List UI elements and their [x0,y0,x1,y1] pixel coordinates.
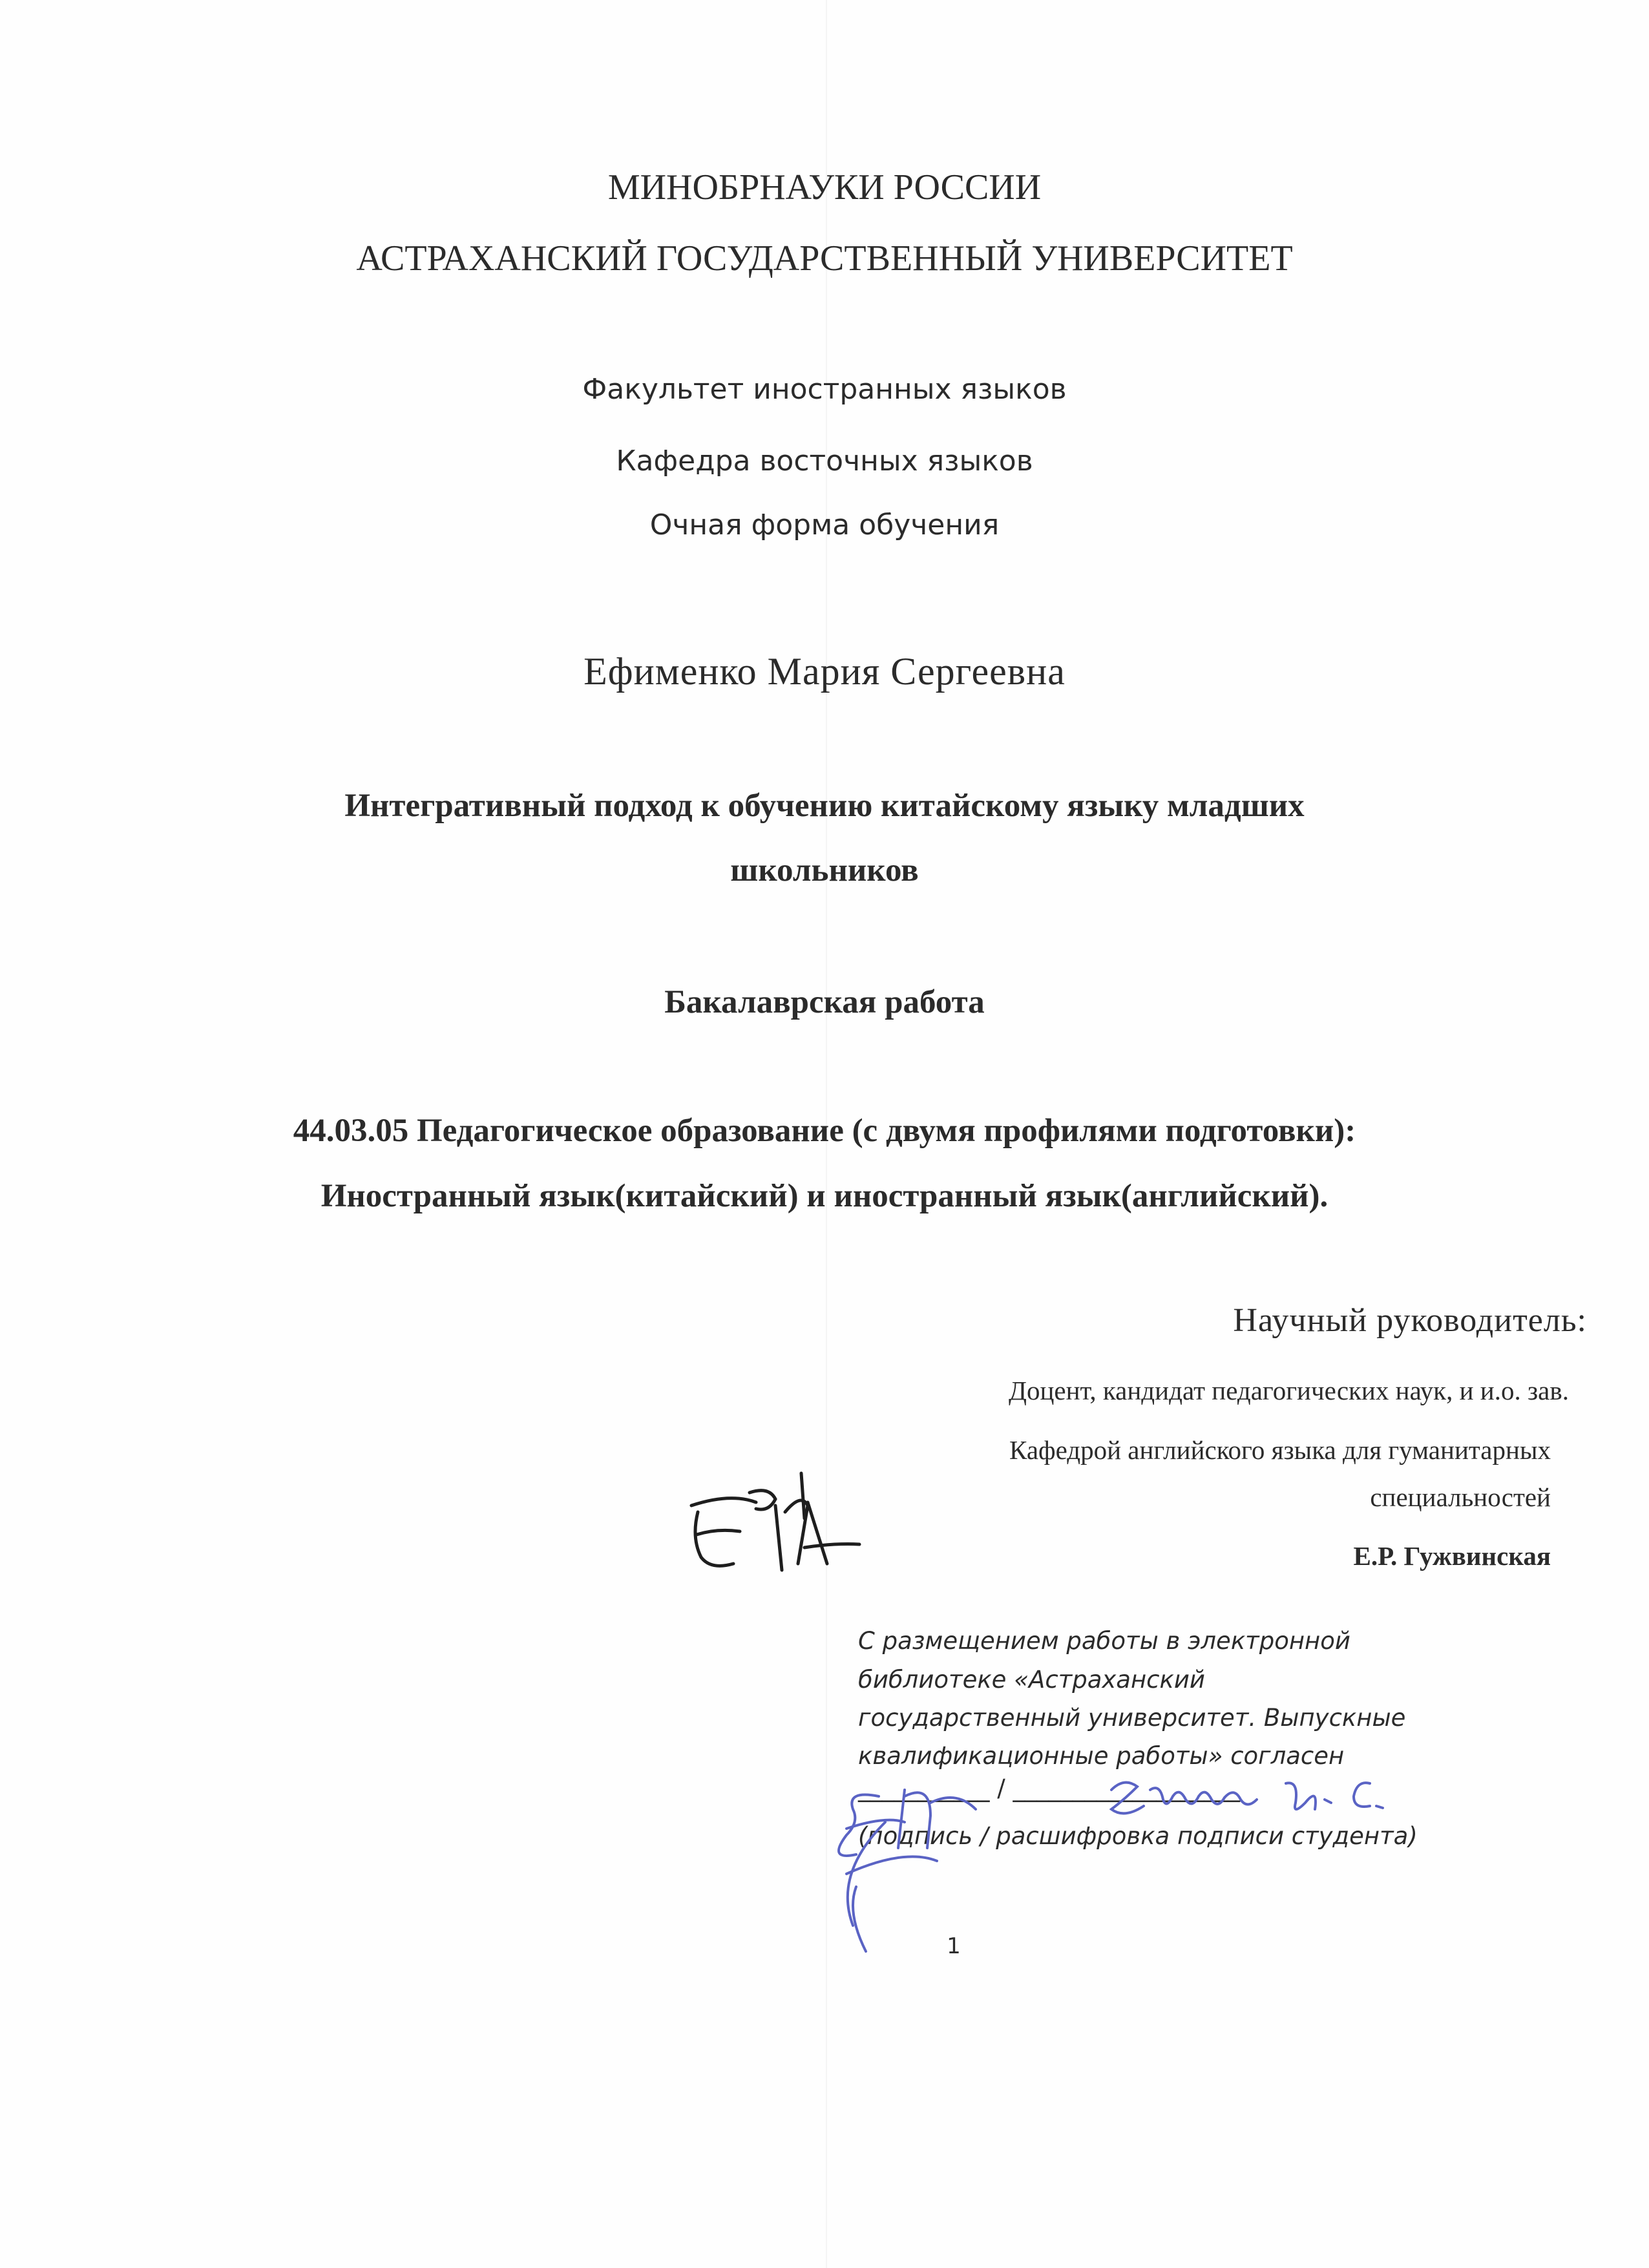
thesis-title-line2: школьников [730,852,919,888]
supervisor-position-line1: Доцент, кандидат педагогических наук, и и.о. зав. [1008,1376,1569,1405]
specialty-line1: 44.03.05 Педагогическое образование (с двумя профилями подготовки): [293,1113,1356,1149]
university-heading: АСТРАХАНСКИЙ ГОСУДАРСТВЕННЫЙ УНИВЕРСИТЕТ [356,238,1293,278]
student-name-handwritten [1098,1770,1460,1829]
supervisor-heading: Научный руководитель: [1233,1302,1587,1339]
faculty-label: Факультет иностранных языков [582,373,1067,406]
consent-line4: квалификационные работы» согласен [858,1742,1345,1770]
consent-line3: государственный университет. Выпускные [858,1704,1406,1732]
supervisor-position-line3: специальностей [1370,1482,1551,1512]
specialty-line2: Иностранный язык(китайский) и иностранный язык(английский). [320,1178,1329,1214]
consent-line2: библиотеке «Астраханский [858,1666,1205,1694]
author-name: Ефименко Мария Сергеевна [583,650,1066,693]
consent-caption: (подпись / расшифровка подписи студента) [858,1822,1418,1850]
ministry-heading: МИНОБРНАУКИ РОССИИ [607,167,1042,207]
study-form-label: Очная форма обучения [649,509,1000,541]
consent-signature-line: ___________ / ___________________ [858,1774,1240,1802]
work-type: Бакалаврская работа [664,984,985,1020]
department-label: Кафедра восточных языков [616,445,1033,478]
thesis-title-line1: Интегративный подход к обучению китайскому языку младших [344,788,1305,824]
supervisor-name: Е.Р. Гужвинская [1353,1541,1551,1571]
supervisor-position-line2: Кафедрой английского языка для гуманитарных [1009,1435,1551,1465]
supervisor-signature [672,1467,866,1596]
page-number: 1 [947,1933,961,1959]
consent-line1: С размещением работы в электронной [858,1627,1350,1655]
